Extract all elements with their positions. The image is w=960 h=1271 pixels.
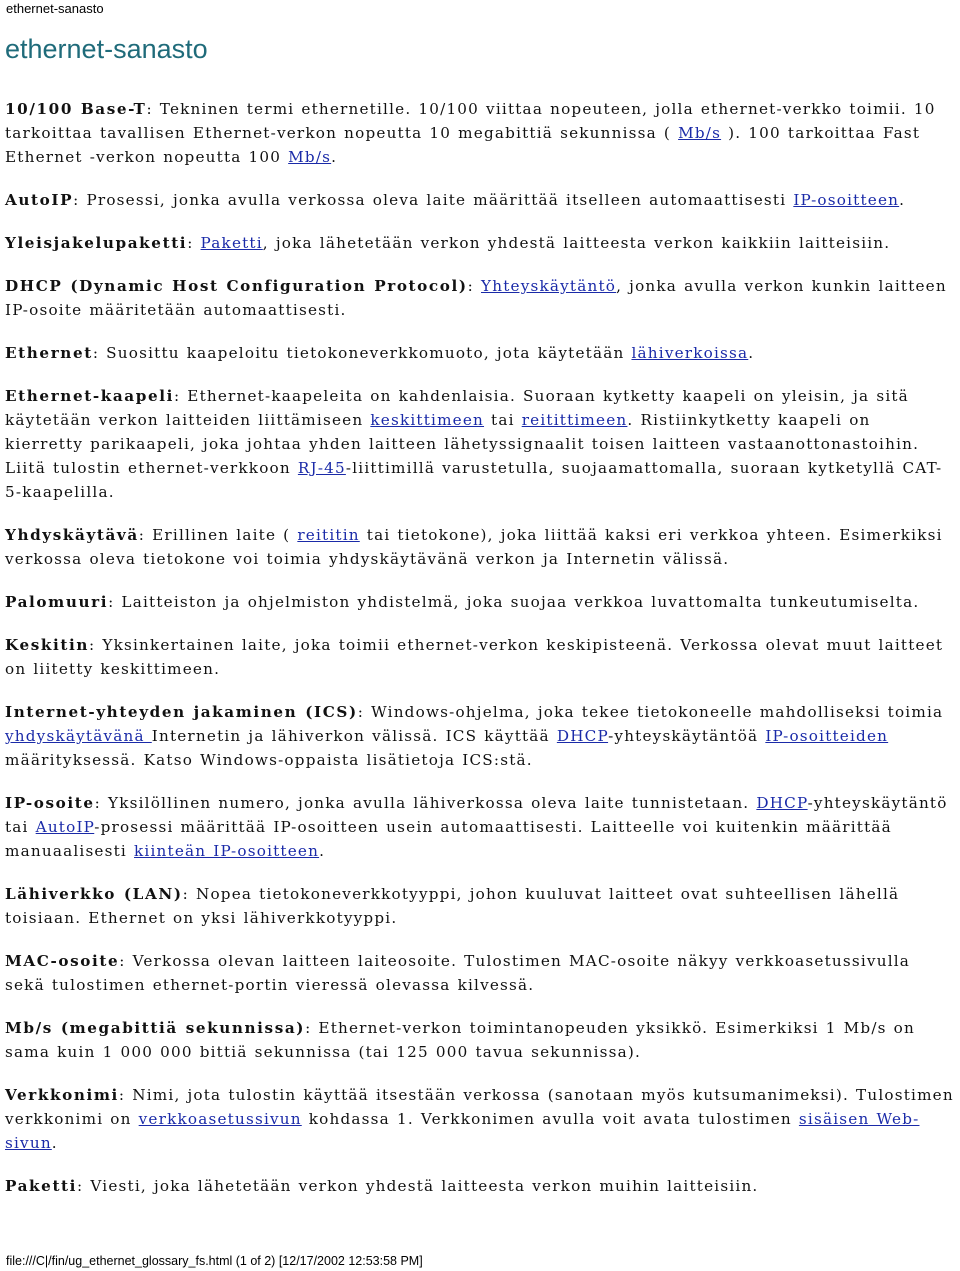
glossary-entry xyxy=(5,1174,955,1198)
definition-text: : Viesti, joka lähetetään verkon yhdestä laitteesta verkon muihin laitteisiin. xyxy=(77,1177,759,1195)
glossary-link[interactable]: AutoIP xyxy=(35,818,95,836)
glossary-term: Paketti xyxy=(5,1177,78,1195)
definition-text: : Windows-ohjelma, joka tekee tietokoneelle mahdolliseksi toimia xyxy=(357,703,944,721)
definition-text: : Nopea tietokoneverkkotyyppi, johon kuuluvat laitteet ovat suhteellisen lähellä toisiaan. Ethernet on yksi lähiverkkotyyppi. xyxy=(5,885,900,927)
glossary-term: Palomuuri xyxy=(5,593,109,611)
definition-text: . xyxy=(331,148,338,166)
glossary-term: 10/100 Base-T xyxy=(5,100,147,118)
glossary-term: DHCP (Dynamic Host Configuration Protocol) xyxy=(5,277,468,295)
glossary-entry xyxy=(5,1016,955,1064)
definition-text: . xyxy=(51,1134,58,1152)
definition-text: tai xyxy=(484,411,522,429)
glossary-term: Ethernet-kaapeli xyxy=(5,387,174,405)
definition-text: : Suosittu kaapeloitu tietokoneverkkomuoto, jota käytetään xyxy=(92,344,632,362)
glossary-term: Ethernet xyxy=(5,344,93,362)
definition-text: : Yksinkertainen laite, joka toimii ethernet-verkon keskipisteenä. Verkossa olevat muut laitteet on liitetty keskittimeen. xyxy=(5,636,944,678)
definition-text: ). 100 tarkoittaa Fast Ethernet -verkon nopeutta 100 xyxy=(5,124,921,166)
glossary-link[interactable]: kiinteän IP-osoitteen xyxy=(134,842,320,860)
definition-text: Internetin ja lähiverkon välissä. ICS käyttää xyxy=(151,727,557,745)
glossary-link[interactable]: Yhteyskäytäntö xyxy=(481,277,617,295)
glossary-link[interactable]: lähiverkoissa xyxy=(631,344,749,362)
glossary-term: MAC-osoite xyxy=(5,952,120,970)
glossary-link[interactable]: DHCP xyxy=(556,727,609,745)
glossary-entry xyxy=(5,882,955,930)
glossary-link[interactable]: Mb/s xyxy=(678,124,722,142)
glossary-entry xyxy=(5,523,955,571)
definition-text: -liittimillä varustetulla, suojaamattomalla, suoraan kytketyllä CAT-5-kaapelilla. xyxy=(5,459,943,501)
definition-text: määrityksessä. Katso Windows-oppaista lisätietoja ICS:stä. xyxy=(5,751,533,769)
definition-text: : Tekninen termi ethernetille. 10/100 viittaa nopeuteen, jolla ethernet-verkko toimii. 10 tarkoittaa tavallisen Ethernet-verkon nopeutta 10 megabittiä sekunnissa ( xyxy=(5,100,936,142)
glossary-term: Yleisjakelupaketti xyxy=(5,234,188,252)
definition-text: . xyxy=(899,191,906,209)
definition-text: : Verkossa olevan laitteen laiteosoite. Tulostimen MAC-osoite näkyy verkkoasetussivulla sekä tulostimen ethernet-portin vieressä olevassa kilvessä. xyxy=(5,952,911,994)
glossary-term: AutoIP xyxy=(5,191,74,209)
glossary-entry xyxy=(5,274,955,322)
definition-text: , joka lähetetään verkon yhdestä laitteesta verkon kaikkiin laitteisiin. xyxy=(262,234,891,252)
definition-text: : Ethernet-kaapeleita on kahdenlaisia. Suoraan kytketty kaapeli on yleisin, ja sitä käytetään verkon laitteiden liittämiseen xyxy=(5,387,909,429)
glossary-link[interactable]: yhdyskäytävänä xyxy=(5,727,152,745)
glossary-link[interactable]: verkkoasetussivun xyxy=(138,1110,302,1128)
definition-text: -yhteyskäytäntö tai xyxy=(5,794,948,836)
glossary-entry xyxy=(5,791,955,863)
glossary-entry xyxy=(5,590,955,614)
glossary-link[interactable]: reitittimeen xyxy=(521,411,628,429)
glossary-link[interactable]: reititin xyxy=(297,526,360,544)
glossary-term: Internet-yhteyden jakaminen (ICS) xyxy=(5,703,358,721)
glossary-entry xyxy=(5,384,955,504)
definition-text: tai tietokone), joka liittää kaksi eri verkkoa yhteen. Esimerkiksi verkossa oleva tietokone voi toimia yhdyskäytävänä verkon ja Internetin välissä. xyxy=(5,526,943,568)
definition-text: , jonka avulla verkon kunkin laitteen IP-osoite määritetään automaattisesti. xyxy=(5,277,947,319)
glossary-entry xyxy=(5,1083,955,1155)
glossary-link[interactable]: RJ-45 xyxy=(297,459,346,477)
page-footer: file:///C|/fin/ug_ethernet_glossary_fs.html (1 of 2) [12/17/2002 12:53:58 PM] xyxy=(6,1254,423,1268)
glossary-link[interactable]: Mb/s xyxy=(288,148,332,166)
glossary-term: Mb/s (megabittiä sekunnissa) xyxy=(5,1019,306,1037)
glossary-link[interactable]: Paketti xyxy=(200,234,263,252)
glossary-entry xyxy=(5,341,955,365)
definition-text: . xyxy=(319,842,326,860)
glossary-entry xyxy=(5,700,955,772)
definition-text: : xyxy=(187,234,201,252)
definition-text: : xyxy=(467,277,481,295)
page-title: ethernet-sanasto xyxy=(5,34,208,64)
glossary-term: Lähiverkko (LAN) xyxy=(5,885,183,903)
glossary-entry xyxy=(5,949,955,997)
page-header: ethernet-sanasto xyxy=(6,1,104,16)
glossary-link[interactable]: IP-osoitteiden xyxy=(765,727,889,745)
definition-text: : Laitteiston ja ohjelmiston yhdistelmä, joka suojaa verkkoa luvattomalta tunkeutumiselta. xyxy=(108,593,920,611)
definition-text: -yhteyskäytäntöä xyxy=(608,727,766,745)
glossary-entry xyxy=(5,633,955,681)
definition-text: : Prosessi, jonka avulla verkossa oleva laite määrittää itselleen automaattisesti xyxy=(73,191,794,209)
definition-text: kohdassa 1. Verkkonimen avulla voit avata tulostimen xyxy=(301,1110,799,1128)
definition-text: : Erillinen laite ( xyxy=(138,526,298,544)
definition-text: -prosessi määrittää IP-osoitteen usein automaattisesti. Laitteelle voi kuitenkin määrittää manuaalisesti xyxy=(5,818,892,860)
glossary-link[interactable]: sisäisen Web-sivun xyxy=(5,1110,920,1152)
glossary-entry xyxy=(5,97,955,169)
glossary-list xyxy=(5,97,955,1217)
glossary-link[interactable]: keskittimeen xyxy=(370,411,485,429)
definition-text: : Nimi, jota tulostin käyttää itsestään verkossa (sanotaan myös kutsumanimeksi). Tulostimen verkkonimi on xyxy=(5,1086,954,1128)
glossary-link[interactable]: DHCP xyxy=(756,794,808,812)
glossary-term: IP-osoite xyxy=(5,794,95,812)
definition-text: . xyxy=(748,344,755,362)
definition-text: : Yksilöllinen numero, jonka avulla lähiverkossa oleva laite tunnistetaan. xyxy=(94,794,757,812)
glossary-term: Keskitin xyxy=(5,636,89,654)
definition-text: . Ristiinkytketty kaapeli on kierretty parikaapeli, joka johtaa yhden laitteen lähetyssignaalit toisen laitteen vastaanottonastoihin. Liitä tulostin ethernet-verkkoon xyxy=(5,411,920,477)
glossary-entry xyxy=(5,231,955,255)
glossary-entry xyxy=(5,188,955,212)
definition-text: : Ethernet-verkon toimintanopeuden yksikkö. Esimerkiksi 1 Mb/s on sama kuin 1 000 000 bittiä sekunnissa (tai 125 000 tavua sekunnissa). xyxy=(5,1019,915,1061)
glossary-link[interactable]: IP-osoitteen xyxy=(793,191,900,209)
glossary-term: Yhdyskäytävä xyxy=(5,526,139,544)
glossary-term: Verkkonimi xyxy=(5,1086,119,1104)
